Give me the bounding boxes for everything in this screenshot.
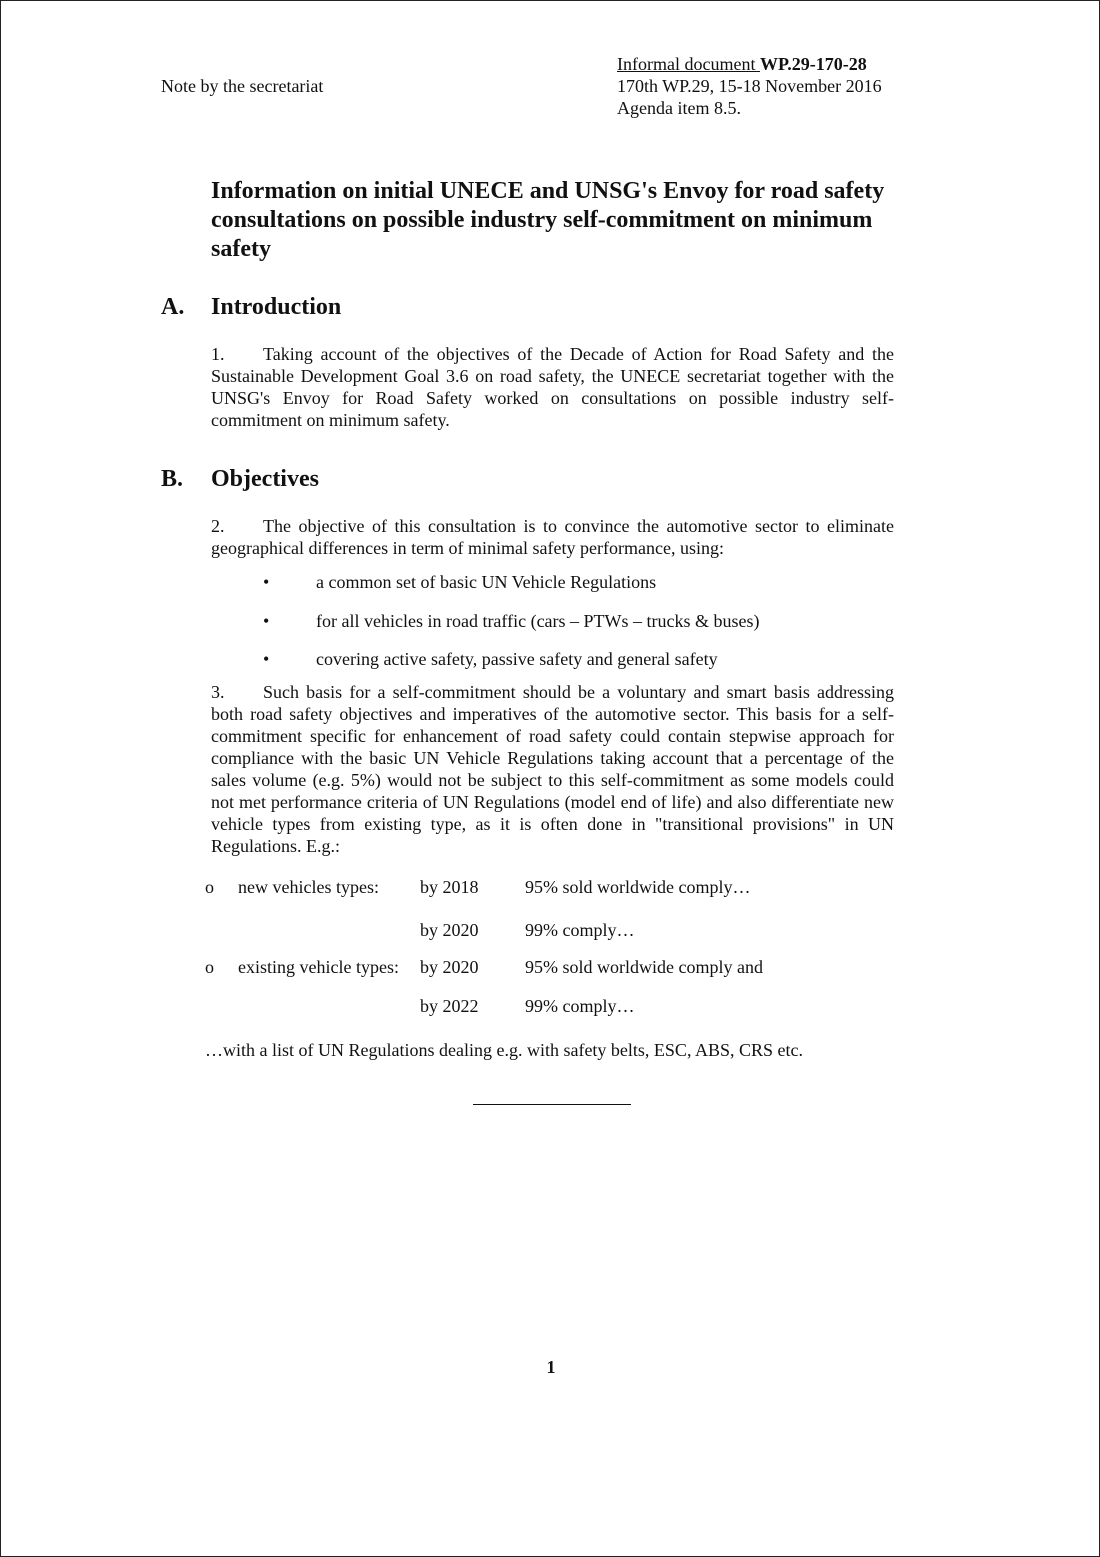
document-id-line — [617, 53, 882, 75]
paragraph-2-number: 2. — [211, 516, 225, 536]
paragraph-3-number: 3. — [211, 682, 225, 702]
paragraph-1-text: Taking account of the objectives of the Decade of Action for Road Safety and the Sustainable Development Goal 3.6 on road safety, the UNECE secretariat together with the UNSG's Envoy for Road Safety worked on consultations on possible industry self-commitment on minimum safety. — [211, 344, 894, 430]
note-by-secretariat: Note by the secretariat — [161, 76, 324, 96]
agenda-line: Agenda item 8.5. — [617, 98, 741, 118]
section-b-title: Objectives — [211, 466, 319, 492]
session-line: 170th WP.29, 15-18 November 2016 — [617, 76, 882, 96]
schedule-row — [1, 919, 1100, 941]
schedule-target: 99% comply… — [525, 996, 635, 1016]
closing-line: …with a list of UN Regulations dealing e.g. with safety belts, ESC, ABS, CRS etc. — [205, 1040, 803, 1060]
schedule-marker: o — [205, 877, 214, 897]
paragraph-1 — [211, 343, 894, 431]
paragraph-1-number: 1. — [211, 344, 225, 364]
bullet-text: a common set of basic UN Vehicle Regulations — [316, 572, 657, 592]
paragraph-3 — [211, 681, 894, 857]
bullet-marker: • — [263, 572, 270, 592]
section-b-heading — [161, 464, 561, 494]
doc-label: Informal document — [617, 54, 760, 74]
paragraph-2 — [211, 515, 894, 559]
bullet-marker: • — [263, 611, 270, 631]
schedule-target: 95% sold worldwide comply… — [525, 877, 751, 897]
schedule-year: by 2022 — [420, 996, 479, 1016]
end-rule — [473, 1104, 631, 1105]
schedule-year: by 2020 — [420, 920, 479, 940]
section-a-title: Introduction — [211, 294, 342, 320]
schedule-target: 95% sold worldwide comply and — [525, 957, 763, 977]
paragraph-2-text: The objective of this consultation is to convince the automotive sector to eliminate geographical differences in term of minimal safety performance, using: — [211, 516, 894, 558]
section-a-letter: A. — [161, 294, 185, 320]
schedule-row — [1, 956, 1100, 978]
schedule-year: by 2020 — [420, 957, 479, 977]
paragraph-3-text: Such basis for a self-commitment should be a voluntary and smart basis addressing both road safety objectives and imperatives of the automotive sector. This basis for a self-commitment specific for enhancement of road safety could contain stepwise approach for compliance with the basic UN Vehicle Regulations taking account that a percentage of the sales volume (e.g. 5%) would not be subject to this self-commitment as some models could not met performance criteria of UN Regulations (model end of life) and also differentiate new vehicle types from existing type, as it is often done in "transitional provisions" in UN Regulations. E.g.: — [211, 682, 894, 856]
bullet-text: for all vehicles in road traffic (cars – PTWs – trucks & buses) — [316, 611, 760, 631]
document-title: Information on initial UNECE and UNSG's Envoy for road safety consultations on possible industry self-commitment on minimum safety — [211, 178, 885, 262]
schedule-row — [1, 876, 1100, 898]
page-number: 1 — [546, 1357, 556, 1377]
bullet-text: covering active safety, passive safety and general safety — [316, 649, 718, 669]
doc-id: WP.29-170-28 — [759, 54, 867, 74]
bullet-marker: • — [263, 649, 270, 669]
schedule-marker: o — [205, 957, 214, 977]
schedule-vehicle-type: existing vehicle types: — [238, 957, 399, 977]
schedule-year: by 2018 — [420, 877, 479, 897]
section-b-letter: B. — [161, 466, 184, 492]
schedule-vehicle-type: new vehicles types: — [238, 877, 379, 897]
document-header — [617, 53, 882, 119]
section-a-heading — [161, 292, 561, 322]
schedule-row — [1, 995, 1100, 1017]
schedule-target: 99% comply… — [525, 920, 635, 940]
